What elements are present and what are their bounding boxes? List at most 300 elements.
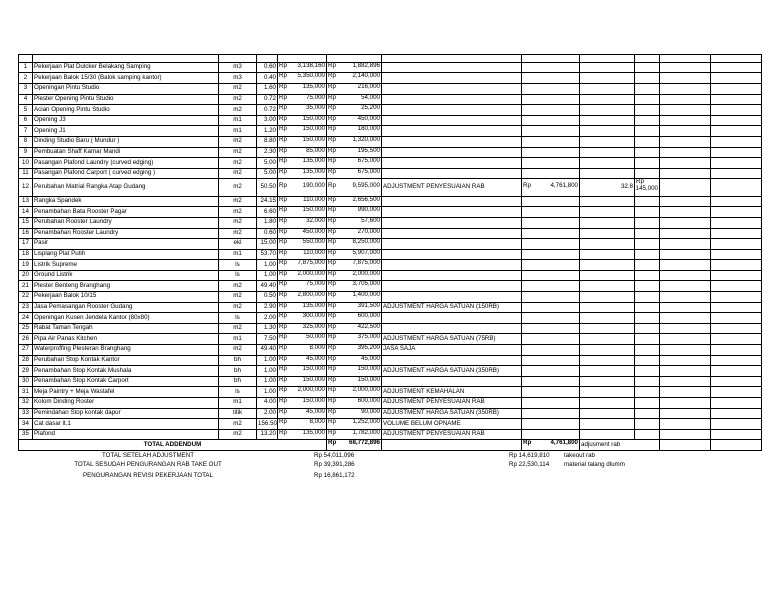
currency-prefix: Rp bbox=[328, 104, 336, 112]
empty-cell bbox=[711, 355, 762, 366]
amount: 216,000 bbox=[357, 83, 380, 90]
amount: 1,252,000 bbox=[352, 418, 380, 426]
summary-label: TOTAL SESUDAH PENGURANGAN RAB TAKE OUT bbox=[74, 461, 222, 468]
line-total bbox=[327, 249, 382, 260]
summary-value: Rp 16,861,172 bbox=[314, 472, 355, 479]
item-quantity: 2.90 bbox=[257, 302, 278, 313]
currency-prefix: Rp bbox=[279, 397, 287, 404]
item-quantity: 1.30 bbox=[257, 323, 278, 334]
empty-cell bbox=[711, 292, 762, 303]
extra-volume bbox=[580, 313, 635, 324]
extra-price bbox=[635, 105, 660, 116]
extra-amount bbox=[522, 398, 580, 409]
item-description: Pasangan Plafond Carport ( curved edging ) bbox=[33, 168, 219, 179]
empty-cell bbox=[711, 217, 762, 228]
currency-prefix: Rp bbox=[328, 62, 336, 69]
item-description: Plafond bbox=[33, 429, 219, 440]
empty-cell bbox=[711, 419, 762, 430]
row-number: 8 bbox=[19, 136, 33, 147]
currency-prefix: Rp bbox=[328, 323, 336, 330]
item-description: Penambahan Stop Kontak Carport bbox=[33, 376, 219, 387]
line-total bbox=[327, 239, 382, 250]
currency-prefix: Rp bbox=[328, 157, 336, 165]
empty-cell bbox=[660, 313, 711, 324]
item-description: Acian Opening Pintu Studio bbox=[33, 105, 219, 116]
empty-cell bbox=[711, 270, 762, 281]
extra-volume bbox=[580, 429, 635, 440]
empty-cell bbox=[711, 313, 762, 324]
extra-price bbox=[635, 376, 660, 387]
extra-volume bbox=[580, 207, 635, 218]
empty-cell bbox=[660, 249, 711, 260]
extra-amount bbox=[522, 83, 580, 94]
currency-prefix: Rp bbox=[328, 397, 336, 404]
line-total bbox=[327, 62, 382, 73]
amount: 25,200 bbox=[361, 104, 380, 112]
table-row bbox=[19, 94, 762, 105]
extra-price bbox=[635, 398, 660, 409]
extra-volume bbox=[580, 260, 635, 271]
extra-amount bbox=[522, 387, 580, 398]
table-row bbox=[19, 345, 762, 356]
row-number: 18 bbox=[19, 249, 33, 260]
extra-amount bbox=[522, 334, 580, 345]
adjustment-note bbox=[382, 158, 522, 169]
item-description: Waterproffing Plesteran Branghang bbox=[33, 345, 219, 356]
table-row bbox=[19, 387, 762, 398]
row-number: 24 bbox=[19, 313, 33, 324]
item-unit: m1 bbox=[219, 115, 257, 126]
extra-amount bbox=[522, 323, 580, 334]
amount: 190,000 bbox=[302, 181, 325, 189]
row-number: 26 bbox=[19, 334, 33, 345]
extra-volume bbox=[580, 136, 635, 147]
empty-cell bbox=[660, 366, 711, 377]
amount: 2,000,000 bbox=[297, 270, 325, 277]
empty-cell bbox=[660, 323, 711, 334]
item-description: Opening J1 bbox=[33, 126, 219, 137]
extra-volume bbox=[580, 408, 635, 419]
item-description: Dinding Studio Baru ( Mundur ) bbox=[33, 136, 219, 147]
empty-cell bbox=[660, 398, 711, 409]
extra-price bbox=[635, 334, 660, 345]
summary-value: Rp 39,391,286 bbox=[314, 461, 355, 468]
extra-volume bbox=[580, 292, 635, 303]
item-unit: ls bbox=[219, 270, 257, 281]
currency-prefix: Rp bbox=[279, 136, 287, 143]
spreadsheet bbox=[18, 54, 761, 451]
row-number: 30 bbox=[19, 376, 33, 387]
line-total bbox=[327, 429, 382, 440]
amount: 90,000 bbox=[361, 408, 380, 415]
line-total bbox=[327, 281, 382, 292]
row-number: 14 bbox=[19, 207, 33, 218]
extra-price bbox=[635, 366, 660, 377]
item-unit: m2 bbox=[219, 292, 257, 303]
empty-cell bbox=[660, 387, 711, 398]
amount: 145,000 bbox=[635, 185, 658, 193]
currency-prefix: Rp bbox=[279, 62, 287, 69]
item-quantity: 7.50 bbox=[257, 334, 278, 345]
row-number: 12 bbox=[19, 179, 33, 196]
item-unit: m2 bbox=[219, 179, 257, 196]
table-row bbox=[19, 270, 762, 281]
extra-volume bbox=[580, 147, 635, 158]
unit-price bbox=[278, 270, 327, 281]
table-row bbox=[19, 323, 762, 334]
amount: 135,000 bbox=[302, 83, 325, 90]
item-quantity: 2.00 bbox=[257, 408, 278, 419]
amount: 1,320,000 bbox=[352, 136, 380, 143]
extra-price bbox=[635, 429, 660, 440]
empty-cell bbox=[711, 105, 762, 116]
empty-cell bbox=[660, 115, 711, 126]
line-total bbox=[327, 217, 382, 228]
line-total bbox=[327, 398, 382, 409]
adjustment-note bbox=[382, 94, 522, 105]
empty-cell bbox=[711, 168, 762, 179]
empty-cell bbox=[660, 292, 711, 303]
adjustment-note bbox=[382, 249, 522, 260]
empty-cell bbox=[711, 239, 762, 250]
extra-price bbox=[635, 207, 660, 218]
extra-price bbox=[635, 292, 660, 303]
item-quantity: 49.40 bbox=[257, 281, 278, 292]
line-total bbox=[327, 158, 382, 169]
item-quantity: 1.00 bbox=[257, 387, 278, 398]
currency-prefix: Rp bbox=[328, 355, 336, 362]
extra-volume bbox=[580, 115, 635, 126]
row-number: 7 bbox=[19, 126, 33, 137]
table-row bbox=[19, 260, 762, 271]
empty-cell bbox=[711, 115, 762, 126]
item-quantity: 156.50 bbox=[257, 419, 278, 430]
item-unit: m2 bbox=[219, 429, 257, 440]
adjustment-note: JASA SAJA bbox=[382, 345, 522, 356]
currency-prefix: Rp bbox=[523, 181, 531, 189]
amount: 150,000 bbox=[302, 365, 325, 373]
extra-price bbox=[635, 115, 660, 126]
unit-price bbox=[278, 260, 327, 271]
currency-prefix: Rp bbox=[328, 136, 336, 143]
empty-cell bbox=[711, 147, 762, 158]
currency-prefix: Rp bbox=[328, 418, 336, 426]
item-unit: m1 bbox=[219, 249, 257, 260]
row-number: 15 bbox=[19, 217, 33, 228]
unit-price bbox=[278, 217, 327, 228]
currency-prefix: Rp bbox=[279, 408, 287, 415]
empty-cell bbox=[660, 408, 711, 419]
unit-price bbox=[278, 179, 327, 196]
table-row bbox=[19, 217, 762, 228]
item-description: Penambahan Rooster Laundry bbox=[33, 228, 219, 239]
adjustment-note: ADJUSTMENT HARGA SATUAN (350RB) bbox=[382, 366, 522, 377]
adjustment-note bbox=[382, 260, 522, 271]
amount: 135,000 bbox=[302, 157, 325, 165]
extra-price bbox=[635, 158, 660, 169]
extra-price bbox=[635, 217, 660, 228]
item-description: Perubahan Matrial Rangka Atap Gudang bbox=[33, 179, 219, 196]
amount: 2,140,000 bbox=[352, 72, 380, 80]
empty-cell bbox=[660, 147, 711, 158]
extra-price bbox=[635, 239, 660, 250]
line-total bbox=[327, 94, 382, 105]
line-total bbox=[327, 302, 382, 313]
table-row bbox=[19, 105, 762, 116]
extra-amount bbox=[522, 239, 580, 250]
amount: 2,656,500 bbox=[352, 196, 380, 203]
adjustment-note: ADJUSTMENT HARGA SATUAN (150RB) bbox=[382, 302, 522, 313]
empty-cell bbox=[660, 239, 711, 250]
item-quantity: 5.00 bbox=[257, 158, 278, 169]
table-row bbox=[19, 366, 762, 377]
currency-prefix: Rp bbox=[279, 115, 287, 122]
table-row bbox=[19, 83, 762, 94]
adjustment-note bbox=[382, 105, 522, 116]
item-quantity: 1.00 bbox=[257, 270, 278, 281]
item-quantity: 4.00 bbox=[257, 398, 278, 409]
item-unit: m2 bbox=[219, 105, 257, 116]
extra-price bbox=[635, 355, 660, 366]
row-number: 16 bbox=[19, 228, 33, 239]
unit-price bbox=[278, 323, 327, 334]
unit-price bbox=[278, 62, 327, 73]
line-total bbox=[327, 419, 382, 430]
amount: 550,000 bbox=[302, 238, 325, 246]
currency-prefix: Rp bbox=[279, 125, 287, 133]
currency-prefix: Rp bbox=[523, 439, 532, 447]
amount: 375,000 bbox=[357, 333, 380, 341]
unit-price bbox=[278, 366, 327, 377]
empty-cell bbox=[660, 62, 711, 73]
item-quantity: 49.40 bbox=[257, 345, 278, 356]
currency-prefix: Rp bbox=[328, 238, 336, 246]
item-description: Openingan Pintu Studio bbox=[33, 83, 219, 94]
currency-prefix: Rp bbox=[279, 312, 287, 320]
extra-amount bbox=[522, 355, 580, 366]
row-number: 13 bbox=[19, 196, 33, 207]
currency-prefix: Rp bbox=[279, 147, 287, 154]
currency-prefix: Rp bbox=[279, 429, 287, 436]
table-row bbox=[19, 158, 762, 169]
empty-cell bbox=[711, 179, 762, 196]
adjustment-note bbox=[382, 73, 522, 84]
extra-price bbox=[635, 83, 660, 94]
table-row bbox=[19, 168, 762, 179]
amount: 395,200 bbox=[357, 344, 380, 352]
extra-volume bbox=[580, 334, 635, 345]
amount: 675,000 bbox=[357, 168, 380, 175]
extra-amount bbox=[522, 429, 580, 440]
table-row bbox=[19, 398, 762, 409]
amount: 8,000 bbox=[309, 418, 325, 426]
total-amount bbox=[327, 440, 382, 451]
empty-cell bbox=[660, 94, 711, 105]
empty-cell bbox=[660, 281, 711, 292]
header-row bbox=[19, 55, 762, 63]
extra-amount bbox=[522, 408, 580, 419]
item-unit: bh bbox=[219, 355, 257, 366]
empty-cell bbox=[660, 196, 711, 207]
row-number: 35 bbox=[19, 429, 33, 440]
unit-price bbox=[278, 239, 327, 250]
line-total bbox=[327, 366, 382, 377]
item-unit: m2 bbox=[219, 158, 257, 169]
line-total bbox=[327, 228, 382, 239]
line-total bbox=[327, 136, 382, 147]
line-total bbox=[327, 355, 382, 366]
line-total bbox=[327, 408, 382, 419]
row-number: 17 bbox=[19, 239, 33, 250]
line-total bbox=[327, 270, 382, 281]
unit-price bbox=[278, 376, 327, 387]
table-row bbox=[19, 179, 762, 196]
summary-value: Rp 54,011,096 bbox=[314, 452, 355, 459]
total-label: TOTAL ADDENDUM bbox=[19, 440, 327, 451]
currency-prefix: Rp bbox=[279, 181, 287, 189]
amount: 110,000 bbox=[303, 196, 325, 203]
side-value: Rp 22,530,114 bbox=[509, 461, 550, 468]
currency-prefix: Rp bbox=[279, 333, 287, 341]
unit-price bbox=[278, 136, 327, 147]
extra-amount bbox=[522, 302, 580, 313]
empty-cell bbox=[660, 355, 711, 366]
line-total bbox=[327, 168, 382, 179]
amount: 45,000 bbox=[306, 355, 325, 362]
summary-label: PENGURANGAN REVISI PEKERJAAN TOTAL bbox=[83, 472, 213, 479]
currency-prefix: Rp bbox=[328, 386, 336, 394]
unit-price bbox=[278, 126, 327, 137]
side-label: takeout rab bbox=[564, 452, 595, 459]
amount: 150,000 bbox=[357, 376, 380, 383]
amount: 7,875,000 bbox=[297, 259, 325, 267]
item-unit: m2 bbox=[219, 345, 257, 356]
line-total bbox=[327, 179, 382, 196]
adjustment-total bbox=[522, 440, 580, 451]
empty-cell bbox=[660, 105, 711, 116]
amount: 5,907,000 bbox=[352, 249, 380, 256]
currency-prefix: Rp bbox=[328, 344, 336, 352]
adjustment-note bbox=[382, 217, 522, 228]
empty-cell bbox=[660, 73, 711, 84]
amount: 990,000 bbox=[357, 206, 380, 214]
extra-volume bbox=[580, 228, 635, 239]
extra-amount bbox=[522, 345, 580, 356]
amount: 600,000 bbox=[357, 397, 380, 404]
extra-volume bbox=[580, 94, 635, 105]
adjustment-note: ADJUSTMENT PENYESUAIAN RAB bbox=[382, 398, 522, 409]
table-row bbox=[19, 376, 762, 387]
row-number: 34 bbox=[19, 419, 33, 430]
extra-volume bbox=[580, 239, 635, 250]
extra-volume bbox=[580, 281, 635, 292]
extra-volume bbox=[580, 419, 635, 430]
amount: 45,000 bbox=[306, 408, 325, 415]
adjustment-note bbox=[382, 62, 522, 73]
amount: 450,000 bbox=[302, 228, 325, 235]
table-row bbox=[19, 62, 762, 73]
table-row bbox=[19, 207, 762, 218]
currency-prefix: Rp bbox=[279, 302, 287, 309]
item-unit: m2 bbox=[219, 207, 257, 218]
empty-cell bbox=[660, 158, 711, 169]
table-row bbox=[19, 147, 762, 158]
unit-price bbox=[278, 105, 327, 116]
empty-cell bbox=[711, 228, 762, 239]
currency-prefix: Rp bbox=[279, 376, 287, 383]
line-total bbox=[327, 73, 382, 84]
item-unit: bh bbox=[219, 366, 257, 377]
table-row bbox=[19, 281, 762, 292]
item-unit: m2 bbox=[219, 323, 257, 334]
extra-volume bbox=[580, 62, 635, 73]
amount: 1,782,000 bbox=[352, 429, 380, 436]
adjustment-note bbox=[382, 239, 522, 250]
item-quantity: 1.60 bbox=[257, 83, 278, 94]
item-quantity: 50.50 bbox=[257, 179, 278, 196]
currency-prefix: Rp bbox=[279, 157, 287, 165]
currency-prefix: Rp bbox=[279, 418, 287, 426]
extra-price bbox=[635, 313, 660, 324]
empty-cell bbox=[711, 376, 762, 387]
amount: 5,350,000 bbox=[297, 72, 325, 80]
unit-price bbox=[278, 147, 327, 158]
empty-cell bbox=[711, 398, 762, 409]
currency-prefix: Rp bbox=[328, 365, 336, 373]
table-row bbox=[19, 429, 762, 440]
amount: 35,000 bbox=[306, 104, 325, 112]
item-quantity: 1.00 bbox=[257, 376, 278, 387]
empty-cell bbox=[660, 126, 711, 137]
extra-price bbox=[635, 228, 660, 239]
unit-price bbox=[278, 94, 327, 105]
empty-cell bbox=[711, 387, 762, 398]
extra-volume bbox=[580, 376, 635, 387]
currency-prefix: Rp bbox=[328, 376, 336, 383]
item-unit: ls bbox=[219, 387, 257, 398]
currency-prefix: Rp bbox=[279, 249, 287, 256]
adjustment-note: VOLUME BELUM OPNAME bbox=[382, 419, 522, 430]
amount: 150,000 bbox=[357, 365, 380, 373]
extra-price bbox=[635, 94, 660, 105]
empty-cell bbox=[660, 270, 711, 281]
empty-cell bbox=[711, 281, 762, 292]
total-row bbox=[19, 440, 762, 451]
item-description: Penambahan Stop Kontak Mushala bbox=[33, 366, 219, 377]
row-number: 3 bbox=[19, 83, 33, 94]
unit-price bbox=[278, 313, 327, 324]
extra-amount bbox=[522, 249, 580, 260]
extra-amount bbox=[522, 62, 580, 73]
currency-prefix: Rp bbox=[279, 196, 287, 203]
adjustment-note: ADJUSTMENT KEMAHALAN bbox=[382, 387, 522, 398]
item-description: Pasangan Plafond Laundry (curved edging) bbox=[33, 158, 219, 169]
unit-price bbox=[278, 355, 327, 366]
item-unit: m2 bbox=[219, 228, 257, 239]
extra-amount bbox=[522, 105, 580, 116]
adjustment-note bbox=[382, 355, 522, 366]
currency-prefix: Rp bbox=[279, 386, 287, 394]
extra-volume bbox=[580, 387, 635, 398]
amount: 75,000 bbox=[306, 94, 325, 101]
extra-volume bbox=[580, 196, 635, 207]
amount: 150,000 bbox=[302, 125, 325, 133]
item-unit: m3 bbox=[219, 73, 257, 84]
extra-amount bbox=[522, 179, 580, 196]
item-description: Lisplang Plat Putih bbox=[33, 249, 219, 260]
extra-amount bbox=[522, 73, 580, 84]
adjustment-note bbox=[382, 292, 522, 303]
